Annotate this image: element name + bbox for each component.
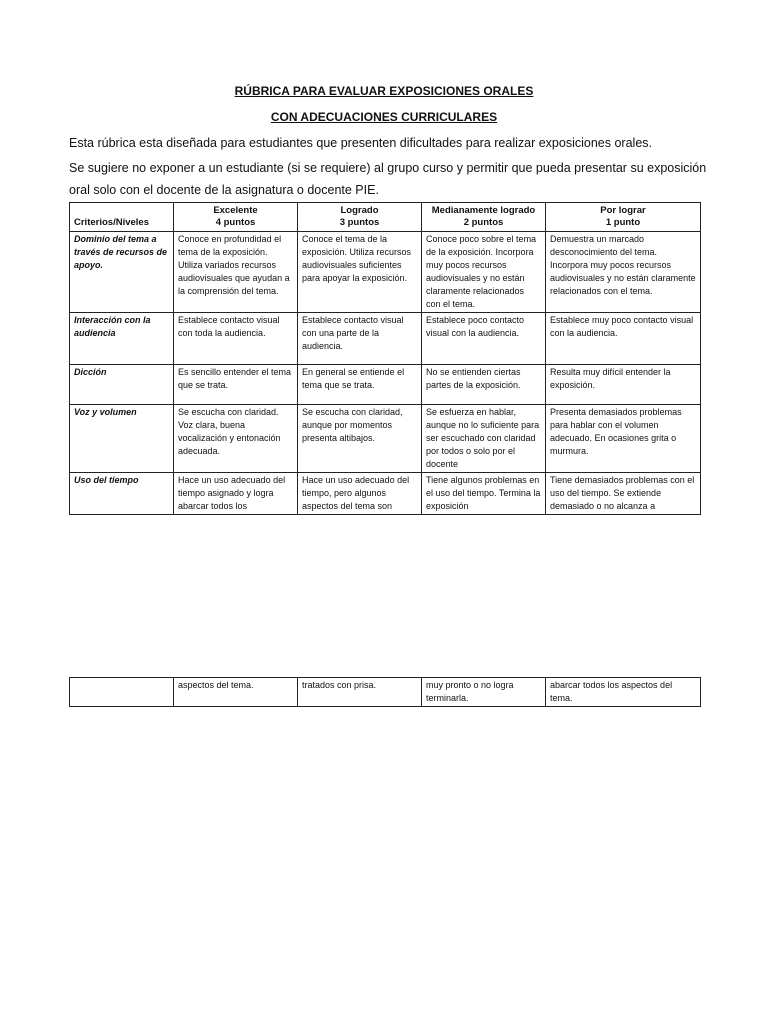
criterion-cell: Interacción con la audiencia [70, 313, 174, 365]
table-cell: Es sencillo entender el tema que se trata. [174, 365, 298, 405]
table-row [70, 365, 701, 405]
table-cell: Establece contacto visual con toda la audiencia. [174, 313, 298, 365]
level-points: 2 puntos [463, 217, 504, 228]
criterion-cell [70, 678, 174, 707]
level-header-medianamente [422, 203, 546, 232]
document-title: RÚBRICA PARA EVALUAR EXPOSICIONES ORALES [234, 84, 534, 98]
table-cell: Hace un uso adecuado del tiempo, pero algunos aspectos del tema son [298, 473, 422, 515]
table-cell: Conoce poco sobre el tema de la exposición. Incorpora muy pocos recursos audiovisuales y no están claramente relacionados con el tema. [422, 232, 546, 313]
table-cell: abarcar todos los aspectos del tema. [546, 678, 701, 707]
table-cell: Resulta muy difícil entender la exposición. [546, 365, 701, 405]
table-cell: Se escucha con claridad. Voz clara, buena vocalización y entonación adecuada. [174, 405, 298, 473]
table-cell: Se esfuerza en hablar, aunque no lo suficiente para ser escuchado con claridad por todos o solo por el docente [422, 405, 546, 473]
note-paragraph: Se sugiere no exponer a un estudiante (si se requiere) al grupo curso y permitir que pueda presentar su exposición oral solo con el docente de la asignatura o docente PIE. [69, 161, 707, 197]
intro-paragraph: Esta rúbrica esta diseñada para estudiantes que presenten dificultades para realizar exposiciones orales. [69, 136, 652, 150]
table-cell: aspectos del tema. [174, 678, 298, 707]
table-cell: Presenta demasiados problemas para hablar con el volumen adecuado. En ocasiones grita o murmura. [546, 405, 701, 473]
level-name: Medianamente logrado [431, 205, 536, 216]
criterion-cell: Voz y volumen [70, 405, 174, 473]
criterion-cell: Uso del tiempo [70, 473, 174, 515]
table-row [70, 405, 701, 473]
table-cell: Conoce el tema de la exposición. Utiliza recursos audiovisuales suficientes para apoyar la exposición. [298, 232, 422, 313]
table-cell: Demuestra un marcado desconocimiento del tema. Incorpora muy pocos recursos audiovisuales y no están claramente relacionados con el tema. [546, 232, 701, 313]
table-row [70, 678, 701, 707]
level-points: 4 puntos [215, 217, 256, 228]
criterion-cell: Dominio del tema a través de recursos de apoyo. [70, 232, 174, 313]
table-cell: Conoce en profundidad el tema de la exposición. Utiliza variados recursos audiovisuales que ayudan a la comprensión del tema. [174, 232, 298, 313]
level-points: 1 punto [605, 217, 641, 228]
table-row [70, 232, 701, 313]
table-cell: No se entienden ciertas partes de la exposición. [422, 365, 546, 405]
level-name: Por lograr [600, 205, 646, 216]
table-cell: Establece muy poco contacto visual con la audiencia. [546, 313, 701, 365]
table-cell: En general se entiende el tema que se trata. [298, 365, 422, 405]
table-cell: Se escucha con claridad, aunque por momentos presenta altibajos. [298, 405, 422, 473]
table-cell: Establece poco contacto visual con la audiencia. [422, 313, 546, 365]
table-cell: Hace un uso adecuado del tiempo asignado y logra abarcar todos los [174, 473, 298, 515]
criteria-header: Criterios/Niveles [70, 203, 174, 232]
level-header-logrado [298, 203, 422, 232]
rubric-table-continuation [69, 677, 701, 707]
level-points: 3 puntos [339, 217, 380, 228]
table-cell: muy pronto o no logra terminarla. [422, 678, 546, 707]
table-cell: tratados con prisa. [298, 678, 422, 707]
level-header-excelente [174, 203, 298, 232]
table-cell: Tiene demasiados problemas con el uso del tiempo. Se extiende demasiado o no alcanza a [546, 473, 701, 515]
level-name: Excelente [213, 205, 258, 216]
level-name: Logrado [340, 205, 379, 216]
table-row [70, 473, 701, 515]
table-header-row [70, 203, 701, 232]
criterion-cell: Dicción [70, 365, 174, 405]
rubric-table [69, 202, 701, 515]
table-cell: Establece contacto visual con una parte de la audiencia. [298, 313, 422, 365]
table-row [70, 313, 701, 365]
table-cell: Tiene algunos problemas en el uso del tiempo. Termina la exposición [422, 473, 546, 515]
document-subtitle: CON ADECUACIONES CURRICULARES [270, 110, 498, 124]
level-header-por-lograr [546, 203, 701, 232]
